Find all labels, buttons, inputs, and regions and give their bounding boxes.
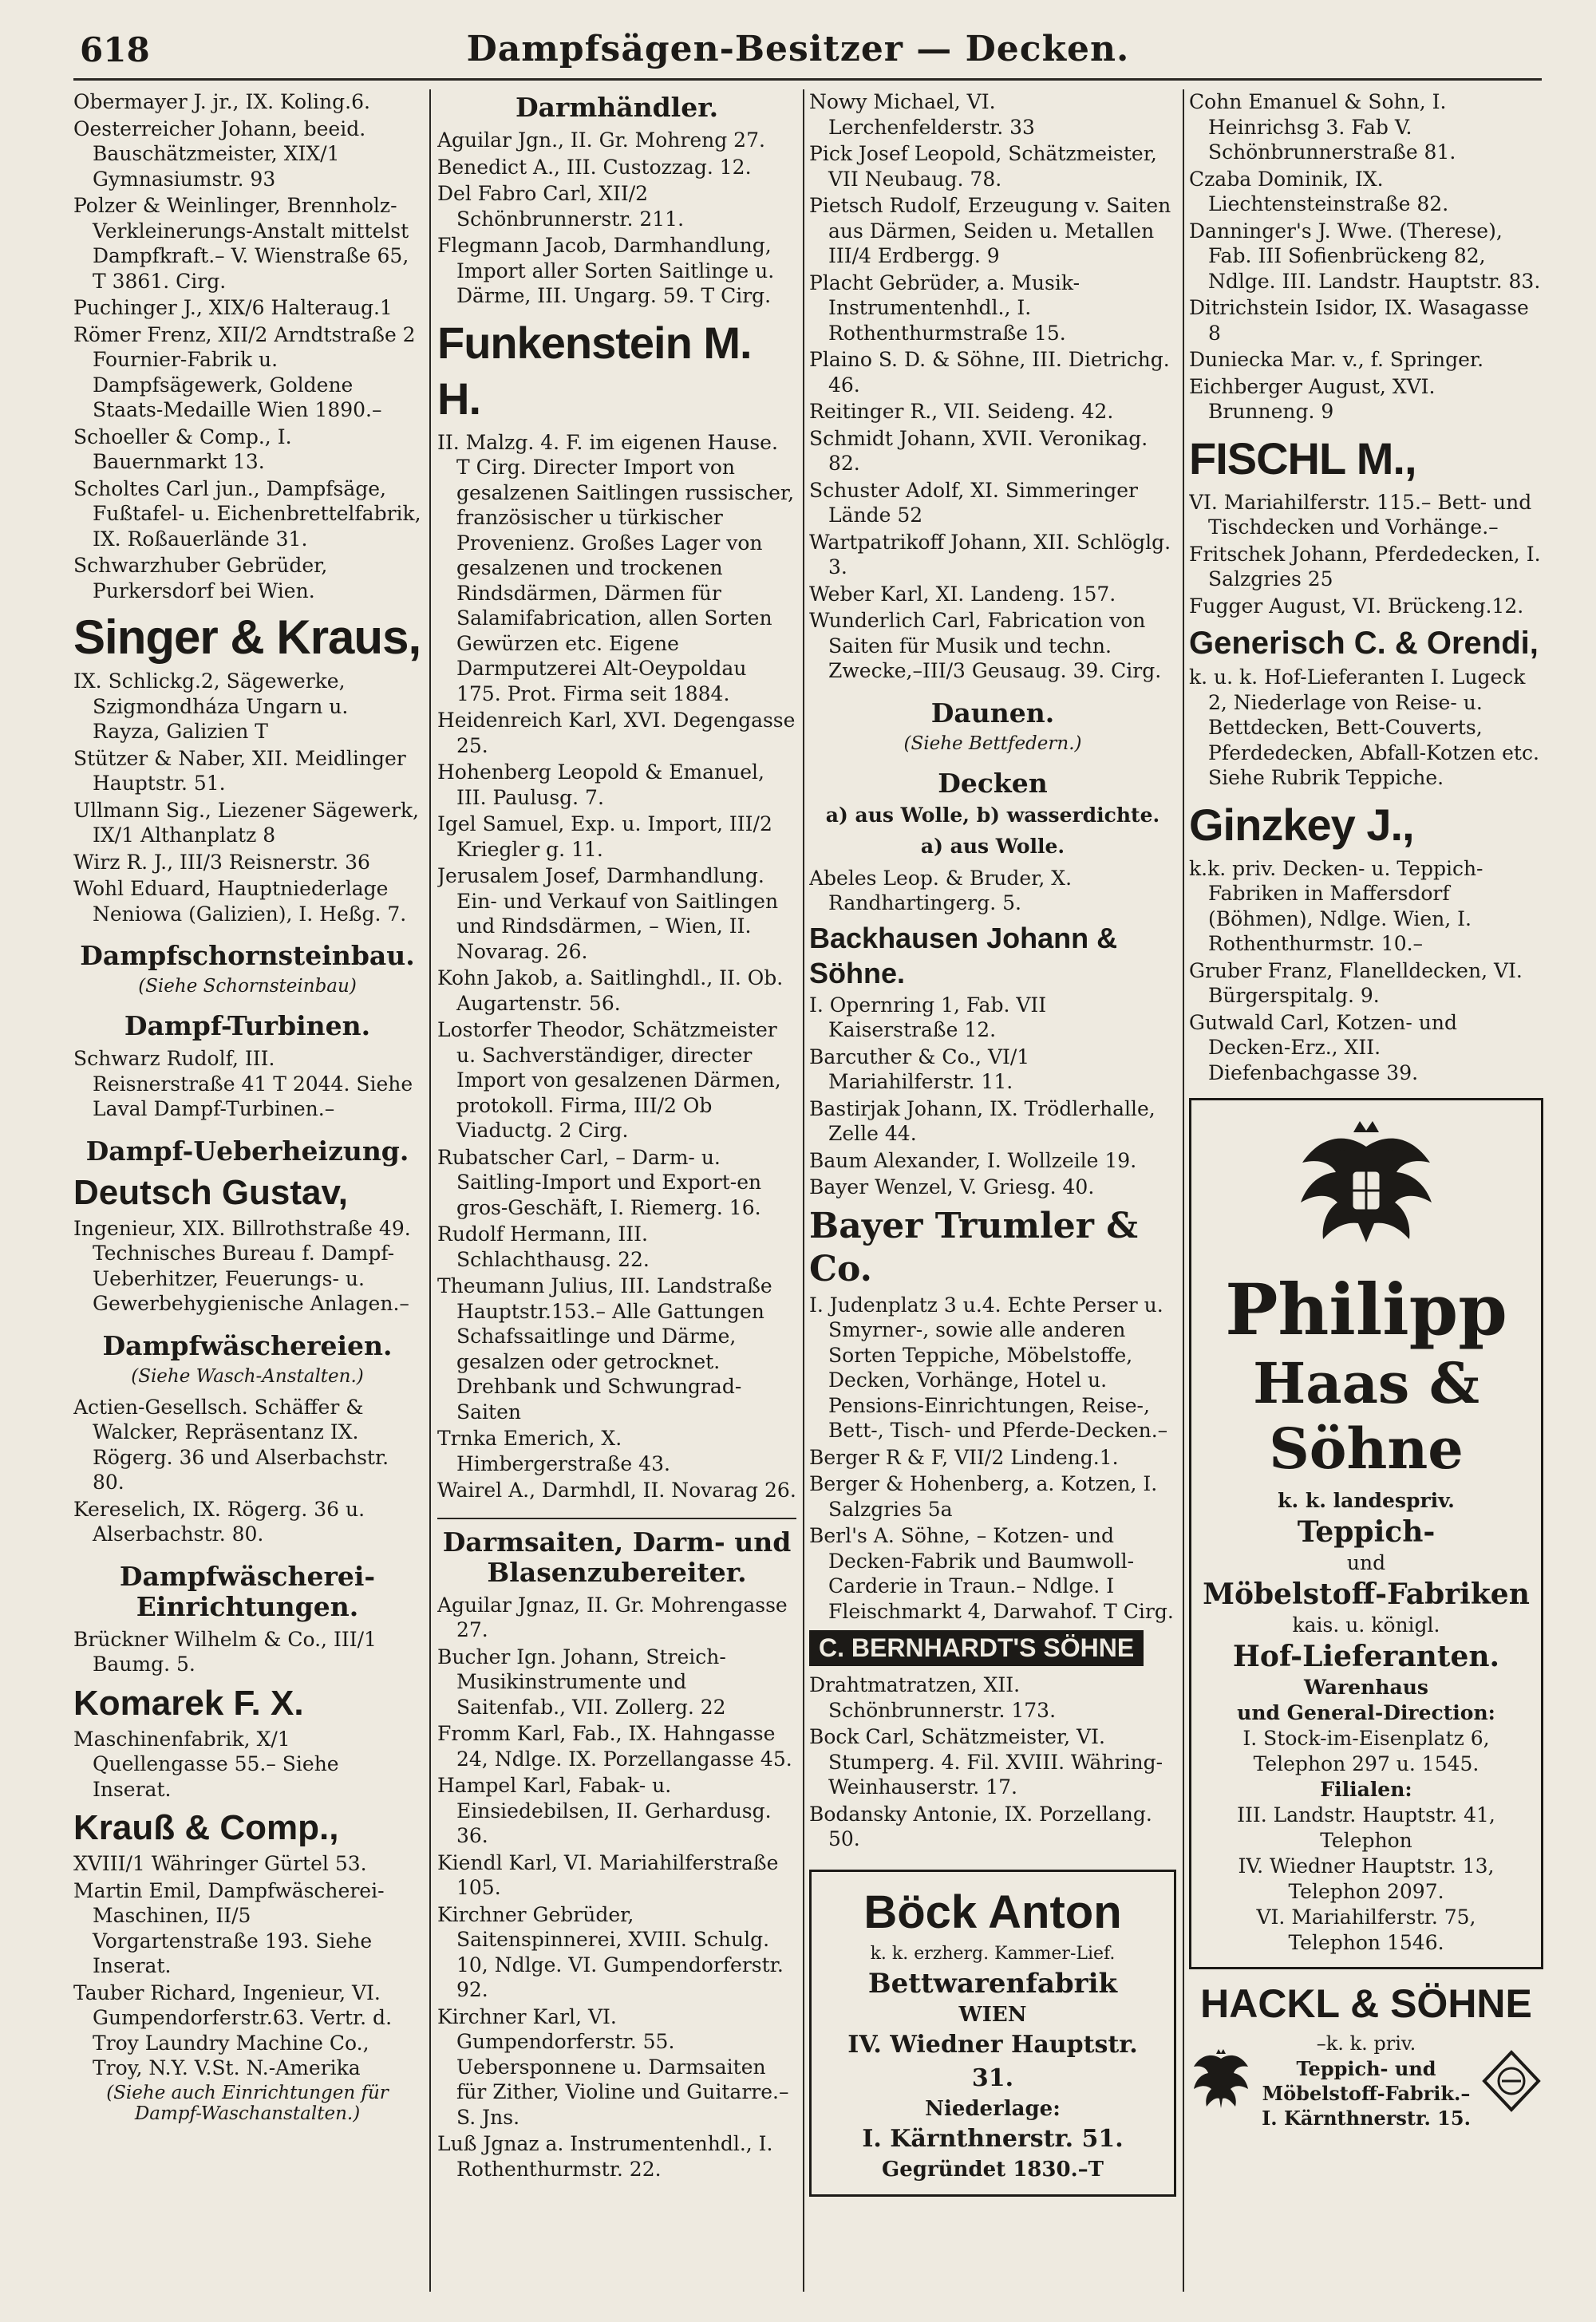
- list-item: Flegmann Jacob, Darmhandlung, Import aller Sorten Saitlinge u. Därme, III. Ungarg. 59. T Cirg.: [437, 234, 775, 307]
- column-3: [809, 89, 1176, 2292]
- list-item: Schwarzhuber Gebrüder, Purkersdorf bei Wien.: [73, 554, 328, 602]
- section-heading: Decken: [938, 767, 1048, 799]
- list-item: Ditrichstein Isidor, IX. Wasagasse 8: [1189, 296, 1529, 345]
- advert-line: IV. Wiedner Hauptstr. 13,: [1238, 1854, 1495, 1878]
- advert-line: –k. k. priv.: [1316, 2032, 1416, 2055]
- advert-line: Filialen:: [1320, 1778, 1412, 1801]
- list-item: Drahtmatratzen, XII. Schönbrunnerstr. 173.: [809, 1673, 1057, 1722]
- advert-line: Telephon: [1320, 1829, 1412, 1852]
- list-item: Ingenieur, XIX. Billrothstraße 49. Technisches Bureau f. Dampf-Ueberhitzer, Feuerungs- u. Gewerbehygienische Anlagen.–: [73, 1216, 411, 1315]
- advert-line: Bettwarenfabrik: [867, 1967, 1118, 2000]
- trademark-diamond-icon: [1479, 2048, 1543, 2115]
- column-2: [437, 89, 796, 2292]
- list-item: Bock Carl, Schätzmeister, VI. Stumperg. 4. Fil. XVIII. Währing-Weinhauserstr. 17.: [809, 1725, 1163, 1799]
- list-item: Eichberger August, XVI. Brunneng. 9: [1189, 374, 1436, 423]
- advert-line: und: [1346, 1551, 1386, 1574]
- advert-line: Teppich-: [1297, 1515, 1436, 1549]
- advert-title: Philipp: [1225, 1268, 1507, 1351]
- list-item: Lostorfer Theodor, Schätzmeister u. Sachverständiger, directer Import von gesalzenen Därmen, protokoll. Firma, III/2 Ob Viaductg. 2 Cirg.: [437, 1018, 781, 1142]
- advert-line: Möbelstoff-Fabriken: [1203, 1578, 1530, 1611]
- advert-ginzkey: Ginzkey J.,: [1189, 799, 1414, 850]
- list-item: Heidenreich Karl, XVI. Degengasse 25.: [437, 709, 796, 757]
- header-rule: [73, 78, 1542, 81]
- list-item: VI. Mariahilferstr. 115.– Bett- und Tischdecken und Vorhänge.–: [1189, 490, 1532, 539]
- advert-generisch: Generisch C. & Orendi,: [1189, 626, 1539, 661]
- advert-line: Telephon 2097.: [1288, 1880, 1444, 1903]
- list-item: Brückner Wilhelm & Co., III/1 Baumg. 5.: [73, 1627, 377, 1676]
- list-item: Aguilar Jgn., II. Gr. Mohreng 27.: [437, 128, 765, 152]
- advert-line: I. Stock-im-Eisenplatz 6,: [1242, 1727, 1490, 1750]
- advert-line: VI. Mariahilferstr. 75,: [1256, 1905, 1476, 1929]
- list-item: Gruber Franz, Flanelldecken, VI. Bürgerspitalg. 9.: [1189, 958, 1523, 1007]
- list-item: Duniecka Mar. v., f. Springer.: [1189, 348, 1484, 371]
- list-item: Schmidt Johann, XVII. Veronikag. 82.: [809, 426, 1148, 475]
- list-item: Plaino S. D. & Söhne, III. Dietrichg. 46.: [809, 348, 1170, 397]
- list-item: Bayer Wenzel, V. Griesg. 40.: [809, 1175, 1095, 1199]
- advert-komarek: Komarek F. X.: [73, 1683, 304, 1723]
- advert-line: Teppich- und Möbelstoff-Fabrik.– I. Kärnthnerstr. 15.: [1262, 2057, 1471, 2130]
- section-heading: Daunen.: [930, 697, 1055, 729]
- list-item: Tauber Richard, Ingenieur, VI. Gumpendorferstr.63. Vertr. d. Troy Laundry Machine Co., Troy, N.Y. V.St. N.-Amerika: [73, 1980, 393, 2079]
- section-heading: Dampf-Turbinen.: [124, 1010, 371, 1041]
- list-item: XVIII/1 Währinger Gürtel 53.: [73, 1852, 367, 1875]
- list-item: Kohn Jakob, a. Saitlinghdl., II. Ob. Augartenstr. 56.: [437, 966, 784, 1015]
- list-item: Ullmann Sig., Liezener Sägewerk, IX/1 Althanplatz 8: [73, 798, 420, 847]
- list-item: Actien-Gesellsch. Schäffer & Walcker, Repräsentanz IX. Rögerg. 36 und Alserbachstr. 80.: [73, 1395, 389, 1494]
- section-reference: (Siehe auch Einrichtungen für Dampf-Waschanstalten.): [106, 2082, 389, 2124]
- list-item: Weber Karl, XI. Landeng. 157.: [809, 582, 1116, 606]
- advert-line: Telephon 1546.: [1288, 1931, 1444, 1954]
- running-title: Dampfsägen-Besitzer — Decken.: [466, 29, 1130, 69]
- list-item: Berger & Hohenberg, a. Kotzen, I. Salzgries 5a: [809, 1472, 1158, 1521]
- list-item: IX. Schlickg.2, Sägewerke, Szigmondháza Ungarn u. Rayza, Galizien T: [73, 669, 349, 743]
- eagle-emblem-icon: [1189, 2048, 1253, 2115]
- section-heading: Dampfwäschereien.: [102, 1329, 393, 1361]
- advert-boeck-anton: [809, 1870, 1176, 2197]
- advert-hackl-text: [1253, 2032, 1479, 2130]
- section-reference: (Siehe Wasch-Anstalten.): [131, 1365, 364, 1387]
- advert-line: und General-Direction:: [1237, 1701, 1495, 1724]
- list-item: k. u. k. Hof-Lieferanten I. Lugeck 2, Niederlage von Reise- u. Bettdecken, Bett-Couverts, Pferdedecken, Abfall-Kotzen etc. Siehe Rubrik Teppiche.: [1189, 665, 1539, 789]
- advert-hackl: HACKL & SÖHNE: [1200, 1981, 1532, 2026]
- advert-philipp-haas: [1189, 1098, 1543, 1969]
- list-item: Del Fabro Carl, XII/2 Schönbrunnerstr. 211.: [437, 182, 685, 231]
- double-eagle-crest-icon: [1286, 1115, 1446, 1266]
- advert-hackl-row: [1189, 2032, 1543, 2130]
- list-item: Kirchner Gebrüder, Saitenspinnerei, XVIII. Schulg. 10, Ndlge. VI. Gumpendorferstr. 92.: [437, 1902, 784, 2001]
- list-item: Pietsch Rudolf, Erzeugung v. Saiten aus Därmen, Seiden u. Metallen III/4 Erdbergg. 9: [809, 194, 1171, 267]
- list-item: Aguilar Jgnaz, II. Gr. Mohrengasse 27.: [437, 1593, 788, 1641]
- section-heading: Dampfschornsteinbau.: [80, 940, 415, 971]
- advert-bayer-trumler: Bayer Trumler & Co.: [809, 1205, 1138, 1289]
- list-item: Nowy Michael, VI. Lerchenfelderstr. 33: [809, 90, 1035, 139]
- list-item: Maschinenfabrik, X/1 Quellengasse 55.– Siehe Inserat.: [73, 1727, 339, 1801]
- advert-line: IV. Wiedner Hauptstr. 31.: [847, 2030, 1138, 2092]
- advert-backhausen: Backhausen Johann & Söhne.: [809, 921, 1118, 989]
- advert-funkenstein: Funkenstein M. H.: [437, 317, 752, 424]
- advert-bernhardt: C. BERNHARDT'S SÖHNE: [809, 1630, 1144, 1666]
- advert-line: kais. u. königl.: [1292, 1613, 1440, 1637]
- advert-line: k. k. erzherg. Kammer-Lief.: [870, 1943, 1116, 1964]
- list-item: Oesterreicher Johann, beeid. Bauschätzmeister, XIX/1 Gymnasiumstr. 93: [73, 116, 366, 191]
- column-4: [1189, 89, 1543, 2292]
- advert-krauss: Krauß & Comp.,: [73, 1808, 339, 1847]
- list-item: Barcuther & Co., VI/1 Mariahilferstr. 11.: [809, 1045, 1030, 1093]
- list-item: Wairel A., Darmhdl, II. Novarag 26.: [437, 1479, 796, 1502]
- advert-line: k. k. landespriv.: [1278, 1489, 1455, 1512]
- list-item: Schoeller & Comp., I. Bauernmarkt 13.: [73, 425, 292, 473]
- section-reference: (Siehe Schornsteinbau): [138, 976, 357, 997]
- list-item: Danninger's J. Wwe. (Therese), Fab. III Sofienbrückeng 82, Ndlge. III. Landstr. Hauptstr. 83.: [1189, 219, 1541, 293]
- advert-title: Haas & Söhne: [1253, 1350, 1479, 1482]
- section-subheading: a) aus Wolle, b) wasserdichte.: [825, 803, 1160, 827]
- list-item: Fromm Karl, Fab., IX. Hahngasse 24, Ndlge. IX. Porzellangasse 45.: [437, 1722, 792, 1771]
- section-subheading: a) aus Wolle.: [920, 834, 1065, 858]
- advert-line: Warenhaus: [1304, 1676, 1428, 1699]
- page-number: 618: [80, 30, 150, 69]
- list-item: Schwarz Rudolf, III. Reisnerstraße 41 T 2044. Siehe Laval Dampf-Turbinen.–: [73, 1047, 413, 1120]
- list-item: Wunderlich Carl, Fabrication von Saiten für Musik und techn. Zwecke,–III/3 Geusaug. 39. Cirg.: [809, 609, 1162, 682]
- list-item: Puchinger J., XIX/6 Halteraug.1: [73, 296, 393, 319]
- list-item: Pick Josef Leopold, Schätzmeister, VII Neubaug. 78.: [809, 142, 1157, 191]
- section-heading: Darmhändler.: [515, 92, 719, 123]
- list-item: Wirz R. J., III/3 Reisnerstr. 36: [73, 850, 370, 874]
- list-item: Hohenberg Leopold & Emanuel, III. Paulusg. 7.: [437, 760, 764, 809]
- list-item: Benedict A., III. Custozzag. 12.: [437, 155, 752, 179]
- list-item: Bucher Ign. Johann, Streich-Musikinstrumente und Saitenfab., VII. Zollerg. 22: [437, 1645, 726, 1719]
- list-item: Theumann Julius, III. Landstraße Hauptstr.153.– Alle Gattungen Schafssaitlinge und Därme, gesalzen oder getrocknet. Drehbank und Schwungrad-Saiten: [437, 1274, 772, 1424]
- advert-line: Niederlage:: [925, 2096, 1061, 2121]
- list-item: Berger R & F, VII/2 Lindeng.1.: [809, 1445, 1119, 1469]
- advert-line: Telephon 297 u. 1545.: [1253, 1752, 1479, 1775]
- list-item: k.k. priv. Decken- u. Teppich-Fabriken in Maffersdorf (Böhmen), Ndlge. Wien, I. Rothenthurmstr. 10.–: [1189, 856, 1483, 955]
- advert-line: WIEN: [958, 2002, 1027, 2027]
- advert-line: I. Kärnthnerstr. 51.: [862, 2124, 1124, 2153]
- column-rule: [1183, 89, 1184, 2292]
- list-item: Rubatscher Carl, – Darm- u. Saitling-Import und Export-en gros-Geschäft, I. Riemerg. 16.: [437, 1145, 762, 1219]
- list-item: Kereselich, IX. Rögerg. 36 u. Alserbachstr. 80.: [73, 1497, 365, 1546]
- advert-fischl: FISCHL M.,: [1189, 432, 1416, 484]
- list-item: Hampel Karl, Fabak- u. Einsiedebilsen, II. Gerhardusg. 36.: [437, 1774, 772, 1847]
- section-heading: Dampf-Ueberheizung.: [85, 1135, 409, 1167]
- list-item: II. Malzg. 4. F. im eigenen Hause. T Cirg. Directer Import von gesalzenen Saitlingen russischer, französischer u türkischer Provenienz. Großes Lager von gesalzenen und trockenen Rindsdärmen, Därmen für Salamifabrication, allen Sorten Gewürzen etc. Eigene Darmputzerei Alt-Oeypoldau 175. Prot. Firma seit 1884.: [437, 430, 795, 705]
- list-item: Kiendl Karl, VI. Mariahilferstraße 105.: [437, 1850, 779, 1899]
- list-item: I. Opernring 1, Fab. VII Kaiserstraße 12.: [809, 993, 1047, 1041]
- list-item: Reitinger R., VII. Seideng. 42.: [809, 400, 1114, 423]
- list-item: Wartpatrikoff Johann, XII. Schlöglg. 3.: [809, 530, 1171, 579]
- list-item: Polzer & Weinlinger, Brennholz-Verkleinerungs-Anstalt mittelst Dampfkraft.– V. Wienstraße 65, T 3861. Cirg.: [73, 194, 409, 293]
- list-item: Igel Samuel, Exp. u. Import, III/2 Kriegler g. 11.: [437, 812, 772, 861]
- list-item: Scholtes Carl jun., Dampfsäge, Fußtafel- u. Eichenbrettelfabrik, IX. Roßauerlände 31.: [73, 476, 421, 551]
- list-item: Bastirjak Johann, IX. Trödlerhalle, Zelle 44.: [809, 1096, 1156, 1145]
- list-item: Luß Jgnaz a. Instrumentenhdl., I. Rothenthurmstr. 22.: [437, 2132, 773, 2181]
- list-item: Trnka Emerich, X. Himbergerstraße 43.: [437, 1427, 670, 1475]
- list-item: Placht Gebrüder, a. Musik-Instrumentenhdl., I. Rothenthurmstraße 15.: [809, 271, 1080, 345]
- list-item: Martin Emil, Dampfwäscherei-Maschinen, II/5 Vorgartenstraße 193. Siehe Inserat.: [73, 1878, 385, 1977]
- list-item: Cohn Emanuel & Sohn, I. Heinrichsg 3. Fab V. Schönbrunnerstraße 81.: [1189, 90, 1456, 164]
- list-item: Jerusalem Josef, Darmhandlung. Ein- und Verkauf von Saitlingen und Rindsdärmen, – Wien, II. Novarag. 26.: [437, 864, 779, 963]
- advert-title: Böck Anton: [863, 1886, 1122, 1938]
- section-heading: Dampfwäscherei-Einrichtungen.: [119, 1560, 376, 1622]
- advert-line: Hof-Lieferanten.: [1232, 1640, 1500, 1673]
- advert-line: Gegründet 1830.–T: [882, 2157, 1104, 2182]
- column-rule: [803, 89, 804, 2292]
- section-heading: Darmsaiten, Darm- und Blasenzubereiter.: [437, 1518, 796, 1588]
- list-item: Abeles Leop. & Bruder, X. Randhartingerg. 5.: [809, 866, 1073, 914]
- list-item: Czaba Dominik, IX. Liechtensteinstraße 82.: [1189, 167, 1449, 215]
- list-item: Fugger August, VI. Brückeng.12.: [1189, 594, 1524, 618]
- column-1: [73, 89, 421, 2292]
- list-item: Berl's A. Söhne, – Kotzen- und Decken-Fabrik und Baumwoll-Carderie in Traun.– Ndlge. I Fleischmarkt 4, Darwahof. T Cirg.: [809, 1524, 1174, 1623]
- list-item: Stützer & Naber, XII. Meidlinger Hauptstr. 51.: [73, 746, 406, 795]
- list-item: Schuster Adolf, XI. Simmeringer Lände 52: [809, 478, 1138, 527]
- list-item: Bodansky Antonie, IX. Porzellang. 50.: [809, 1802, 1152, 1850]
- section-reference: (Siehe Bettfedern.): [903, 733, 1082, 754]
- list-item: Fritschek Johann, Pferdedecken, I. Salzgries 25: [1189, 542, 1541, 590]
- advert-singer-kraus: Singer & Kraus,: [73, 610, 421, 664]
- list-item: Gutwald Carl, Kotzen- und Decken-Erz., XII. Diefenbachgasse 39.: [1189, 1010, 1458, 1084]
- list-item: Baum Alexander, I. Wollzeile 19.: [809, 1148, 1137, 1172]
- list-item: Obermayer J. jr., IX. Koling.6.: [73, 90, 370, 113]
- list-item: Rudolf Hermann, III. Schlachthausg. 22.: [437, 1222, 650, 1271]
- list-item: Kirchner Karl, VI. Gumpendorferstr. 55. Uebersponnene u. Darmsaiten für Zither, Violine und Guitarre.– S. Jns.: [437, 2004, 789, 2129]
- column-rule: [429, 89, 431, 2292]
- list-item: I. Judenplatz 3 u.4. Echte Perser u. Smyrner-, sowie alle anderen Sorten Teppiche, Möbelstoffe, Decken, Vorhänge, Hotel u. Pensions-Einrichtungen, Reise-, Bett-, Tisch- und Pferde-Decken.–: [809, 1293, 1168, 1442]
- advert-deutsch-gustav: Deutsch Gustav,: [73, 1172, 348, 1212]
- advert-line: III. Landstr. Hauptstr. 41,: [1237, 1803, 1495, 1826]
- list-item: Wohl Eduard, Hauptniederlage Neniowa (Galizien), I. Heßg. 7.: [73, 877, 407, 926]
- list-item: Römer Frenz, XII/2 Arndtstraße 2 Fournier-Fabrik u. Dampfsägewerk, Goldene Staats-Medaille Wien 1890.–: [73, 322, 416, 421]
